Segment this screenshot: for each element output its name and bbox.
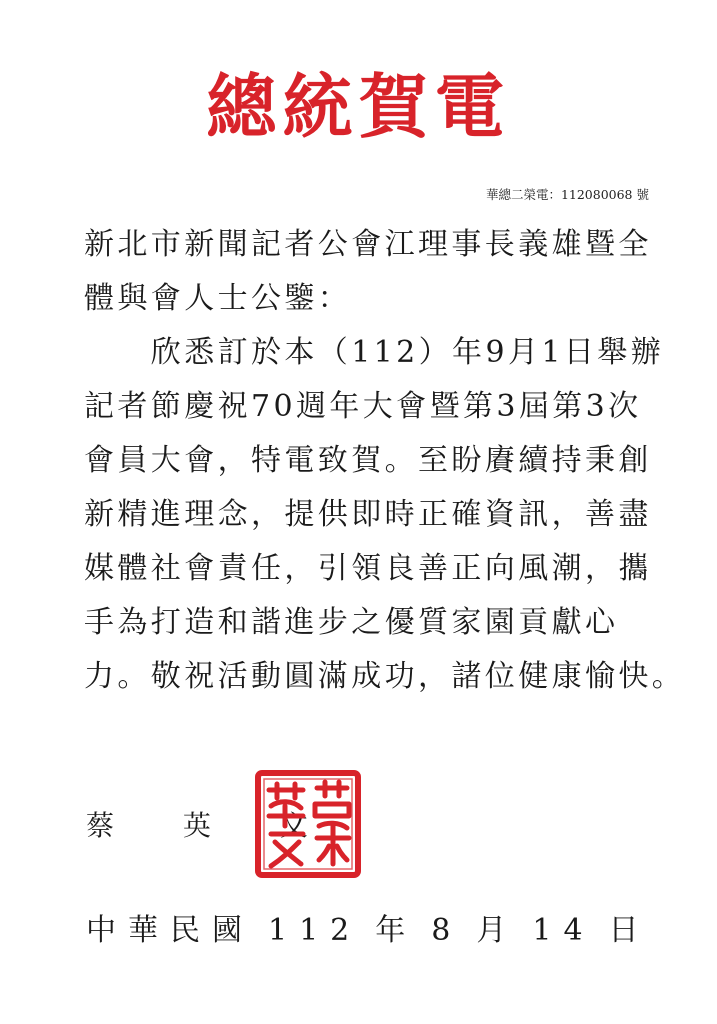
presidential-seal-stamp — [255, 770, 361, 878]
message-line: 會員大會，特電致賀。至盼賡續持秉創 — [84, 443, 652, 478]
message-line: 記者節慶祝70週年大會暨第3屆第3次 — [84, 389, 642, 424]
message-line: 欣悉訂於本（112）年9月1日舉辦 — [84, 335, 665, 370]
date-era: 中華民國 — [86, 913, 254, 948]
date-day-unit: 日 — [608, 913, 651, 948]
message-line: 媒體社會責任，引領良善正向風潮，攜 — [84, 551, 652, 586]
date-day: 14 — [532, 913, 595, 948]
date-month: 8 — [431, 913, 463, 948]
date-month-unit: 月 — [476, 913, 519, 948]
salutation-line: 體與會人士公鑒： — [84, 281, 352, 316]
salutation-line: 新北市新聞記者公會江理事長義雄暨全 — [84, 227, 652, 262]
message-line: 力。敬祝活動圓滿成功，諸位健康愉快。 — [84, 659, 686, 694]
signer-name: 蔡 英 文 — [86, 809, 338, 842]
message-line: 新精進理念，提供即時正確資訊，善盡 — [84, 497, 652, 532]
issue-date — [86, 908, 651, 954]
date-year-unit: 年 — [375, 913, 418, 948]
message-line: 手為打造和諧進步之優質家園貢獻心 — [84, 605, 619, 640]
document-number: 華總二榮電：112080068 號 — [485, 187, 649, 202]
document-title: 總統賀電 — [206, 65, 511, 148]
message-body — [84, 218, 686, 704]
date-year: 112 — [268, 913, 362, 948]
